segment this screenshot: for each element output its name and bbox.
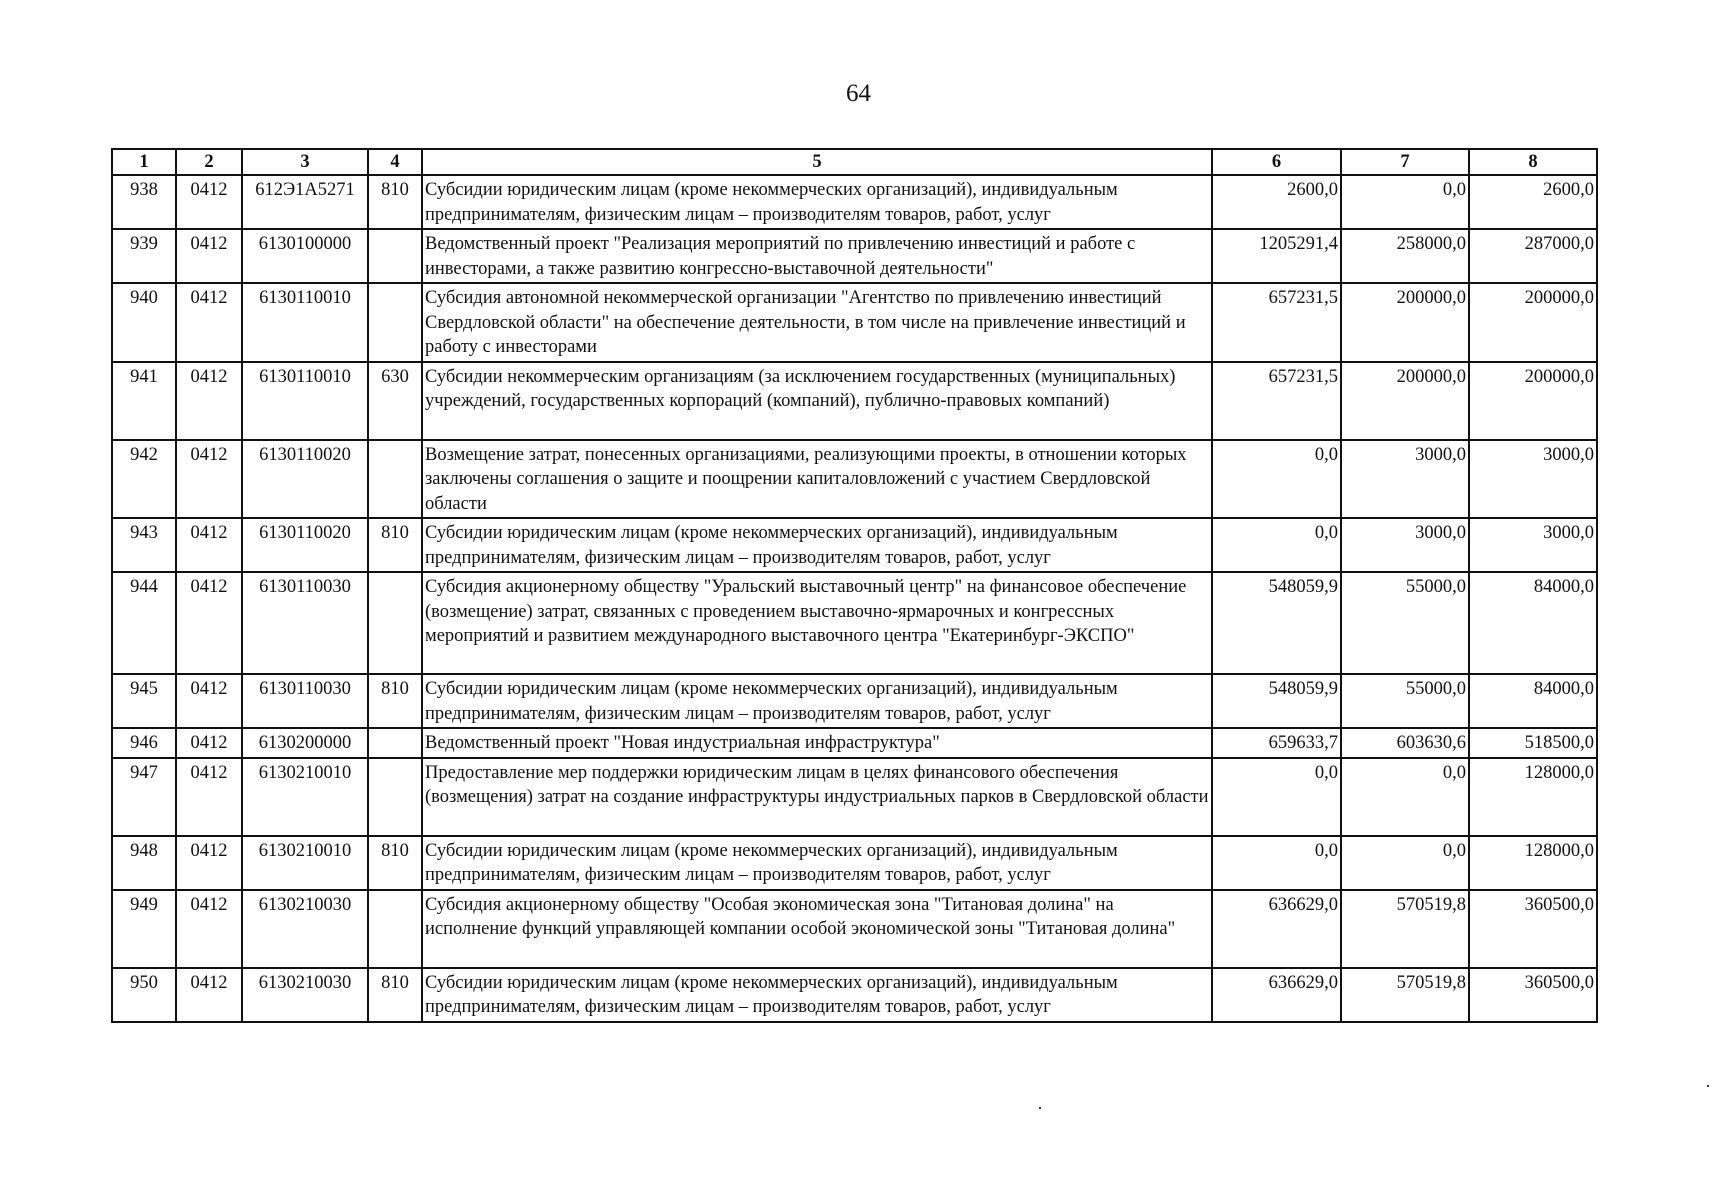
amount-col-8: 200000,0 [1469, 283, 1597, 362]
row-description: Субсидии юридическим лицам (кроме некоммерческих организаций), индивидуальным предпринимателям, физическим лицам – производителям товаров, работ, услуг [422, 674, 1212, 728]
target-article-code: 6130210010 [242, 758, 368, 836]
row-number: 939 [112, 229, 176, 283]
table-row [112, 283, 1597, 362]
amount-col-6: 636629,0 [1212, 890, 1341, 968]
target-article-code: 6130110010 [242, 362, 368, 440]
expense-type-code [368, 890, 422, 968]
section-code: 0412 [176, 758, 242, 836]
expense-type-code [368, 758, 422, 836]
table-row [112, 175, 1597, 229]
table-row [112, 440, 1597, 519]
row-number: 944 [112, 572, 176, 674]
row-number: 947 [112, 758, 176, 836]
section-code: 0412 [176, 968, 242, 1022]
table-row [112, 758, 1597, 836]
amount-col-8: 128000,0 [1469, 836, 1597, 890]
amount-col-6: 2600,0 [1212, 175, 1341, 229]
row-number: 941 [112, 362, 176, 440]
amount-col-7: 570519,8 [1341, 890, 1469, 968]
row-number: 950 [112, 968, 176, 1022]
column-header: 2 [176, 149, 242, 175]
column-header: 1 [112, 149, 176, 175]
amount-col-7: 55000,0 [1341, 572, 1469, 674]
row-description: Субсидия акционерному обществу "Уральский выставочный центр" на финансовое обеспечение (возмещение) затрат, связанных с проведением выставочно-ярмарочных и конгрессных мероприятий и развитием международного выставочного центра "Екатеринбург-ЭКСПО" [422, 572, 1212, 674]
column-header: 4 [368, 149, 422, 175]
column-header: 8 [1469, 149, 1597, 175]
target-article-code: 6130100000 [242, 229, 368, 283]
amount-col-6: 1205291,4 [1212, 229, 1341, 283]
amount-col-8: 518500,0 [1469, 728, 1597, 758]
expense-type-code [368, 283, 422, 362]
amount-col-6: 657231,5 [1212, 283, 1341, 362]
target-article-code: 6130110020 [242, 518, 368, 572]
target-article-code: 6130200000 [242, 728, 368, 758]
amount-col-8: 128000,0 [1469, 758, 1597, 836]
amount-col-7: 200000,0 [1341, 283, 1469, 362]
row-description: Субсидия акционерному обществу "Особая экономическая зона "Титановая долина" на исполнение функций управляющей компании особой экономической зоны "Титановая долина" [422, 890, 1212, 968]
row-number: 938 [112, 175, 176, 229]
row-description: Субсидии юридическим лицам (кроме некоммерческих организаций), индивидуальным предпринимателям, физическим лицам – производителям товаров, работ, услуг [422, 518, 1212, 572]
expense-type-code: 630 [368, 362, 422, 440]
row-number: 943 [112, 518, 176, 572]
section-code: 0412 [176, 728, 242, 758]
table-row [112, 518, 1597, 572]
amount-col-8: 360500,0 [1469, 968, 1597, 1022]
row-description: Ведомственный проект "Новая индустриальная инфраструктура" [422, 728, 1212, 758]
expense-type-code: 810 [368, 518, 422, 572]
amount-col-7: 3000,0 [1341, 440, 1469, 519]
section-code: 0412 [176, 572, 242, 674]
expense-type-code [368, 440, 422, 519]
amount-col-7: 200000,0 [1341, 362, 1469, 440]
table-row [112, 362, 1597, 440]
amount-col-7: 55000,0 [1341, 674, 1469, 728]
table-row [112, 890, 1597, 968]
section-code: 0412 [176, 362, 242, 440]
amount-col-6: 548059,9 [1212, 674, 1341, 728]
amount-col-8: 3000,0 [1469, 440, 1597, 519]
amount-col-7: 258000,0 [1341, 229, 1469, 283]
amount-col-7: 570519,8 [1341, 968, 1469, 1022]
amount-col-6: 659633,7 [1212, 728, 1341, 758]
section-code: 0412 [176, 229, 242, 283]
budget-table [111, 148, 1598, 1023]
target-article-code: 6130210030 [242, 968, 368, 1022]
expense-type-code [368, 229, 422, 283]
row-number: 945 [112, 674, 176, 728]
page-number: 64 [846, 80, 871, 107]
amount-col-6: 636629,0 [1212, 968, 1341, 1022]
amount-col-6: 0,0 [1212, 758, 1341, 836]
table-row [112, 572, 1597, 674]
amount-col-7: 603630,6 [1341, 728, 1469, 758]
section-code: 0412 [176, 518, 242, 572]
row-description: Предоставление мер поддержки юридическим лицам в целях финансового обеспечения (возмещения) затрат на создание инфраструктуры индустриальных парков в Свердловской области [422, 758, 1212, 836]
row-number: 940 [112, 283, 176, 362]
row-description: Ведомственный проект "Реализация мероприятий по привлечению инвестиций и работе с инвесторами, а также развитию конгрессно-выставочной деятельности" [422, 229, 1212, 283]
row-description: Субсидии некоммерческим организациям (за исключением государственных (муниципальных) учреждений, государственных корпораций (компаний), публично-правовых компаний) [422, 362, 1212, 440]
section-code: 0412 [176, 836, 242, 890]
expense-type-code: 810 [368, 674, 422, 728]
column-header: 7 [1341, 149, 1469, 175]
target-article-code: 6130210010 [242, 836, 368, 890]
table-row [112, 674, 1597, 728]
target-article-code: 6130110020 [242, 440, 368, 519]
amount-col-8: 84000,0 [1469, 674, 1597, 728]
row-description: Субсидии юридическим лицам (кроме некоммерческих организаций), индивидуальным предпринимателям, физическим лицам – производителям товаров, работ, услуг [422, 968, 1212, 1022]
table-row [112, 728, 1597, 758]
row-description: Субсидии юридическим лицам (кроме некоммерческих организаций), индивидуальным предпринимателям, физическим лицам – производителям товаров, работ, услуг [422, 836, 1212, 890]
target-article-code: 6130110010 [242, 283, 368, 362]
scan-speck [1707, 1085, 1709, 1087]
target-article-code: 612Э1А5271 [242, 175, 368, 229]
row-number: 949 [112, 890, 176, 968]
section-code: 0412 [176, 175, 242, 229]
table-row [112, 968, 1597, 1022]
section-code: 0412 [176, 674, 242, 728]
amount-col-6: 548059,9 [1212, 572, 1341, 674]
amount-col-8: 360500,0 [1469, 890, 1597, 968]
amount-col-8: 2600,0 [1469, 175, 1597, 229]
target-article-code: 6130210030 [242, 890, 368, 968]
column-header: 6 [1212, 149, 1341, 175]
amount-col-7: 3000,0 [1341, 518, 1469, 572]
row-description: Субсидии юридическим лицам (кроме некоммерческих организаций), индивидуальным предпринимателям, физическим лицам – производителям товаров, работ, услуг [422, 175, 1212, 229]
amount-col-7: 0,0 [1341, 836, 1469, 890]
table-row [112, 229, 1597, 283]
target-article-code: 6130110030 [242, 674, 368, 728]
expense-type-code [368, 728, 422, 758]
column-header: 5 [422, 149, 1212, 175]
amount-col-6: 0,0 [1212, 836, 1341, 890]
row-number: 948 [112, 836, 176, 890]
amount-col-8: 287000,0 [1469, 229, 1597, 283]
amount-col-8: 200000,0 [1469, 362, 1597, 440]
expense-type-code: 810 [368, 968, 422, 1022]
target-article-code: 6130110030 [242, 572, 368, 674]
amount-col-6: 0,0 [1212, 518, 1341, 572]
row-number: 946 [112, 728, 176, 758]
section-code: 0412 [176, 440, 242, 519]
amount-col-6: 657231,5 [1212, 362, 1341, 440]
amount-col-8: 3000,0 [1469, 518, 1597, 572]
row-description: Субсидия автономной некоммерческой организации "Агентство по привлечению инвестиций Свердловской области" на обеспечение деятельности, в том числе на привлечение инвестиций и работу с инвесторами [422, 283, 1212, 362]
scan-speck [1039, 1107, 1041, 1109]
section-code: 0412 [176, 283, 242, 362]
amount-col-7: 0,0 [1341, 175, 1469, 229]
section-code: 0412 [176, 890, 242, 968]
row-number: 942 [112, 440, 176, 519]
amount-col-6: 0,0 [1212, 440, 1341, 519]
expense-type-code: 810 [368, 836, 422, 890]
header-row [112, 149, 1597, 175]
row-description: Возмещение затрат, понесенных организациями, реализующими проекты, в отношении которых заключены соглашения о защите и поощрении капиталовложений с участием Свердловской области [422, 440, 1212, 519]
column-header: 3 [242, 149, 368, 175]
amount-col-8: 84000,0 [1469, 572, 1597, 674]
expense-type-code [368, 572, 422, 674]
amount-col-7: 0,0 [1341, 758, 1469, 836]
expense-type-code: 810 [368, 175, 422, 229]
table-row [112, 836, 1597, 890]
